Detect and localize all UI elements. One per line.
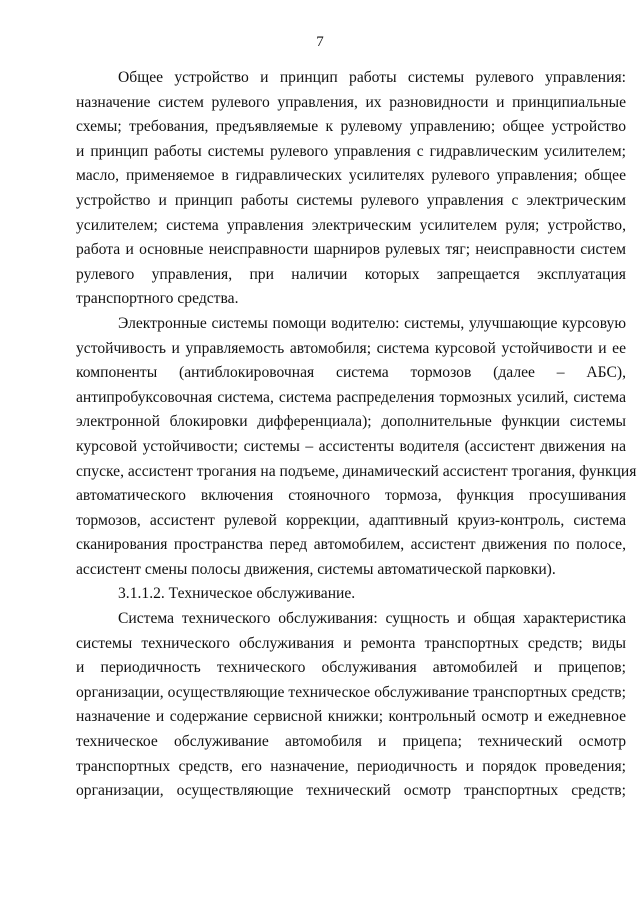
text-line: работа и основные неисправности шарниров рулевых тяг; неисправности систем [76,241,626,259]
text-line: назначение систем рулевого управления, их разновидности и принципиальные [76,93,626,111]
paragraph-steering [76,66,626,312]
text-line: спуске, ассистент трогания на подъеме, динамический ассистент трогания, функция [76,462,637,480]
text-line: электронной блокировки дифференциала); дополнительные функции системы [76,413,626,431]
text-line: усилителем; система управления электрическим усилителем руля; устройство, [76,216,626,234]
text-line: транспортных средств, его назначение, периодичность и порядок проведения; [76,757,626,775]
text-line: антипробуксовочная система, система распределения тормозных усилий, система [76,388,626,406]
paragraph-maintenance [76,607,626,804]
text-line: техническое обслуживание автомобиля и прицепа; технический осмотр [76,733,626,751]
page-number: 7 [316,34,324,50]
text-line: организации, осуществляющие техническое обслуживание транспортных средств; [76,683,626,701]
text-line: Общее устройство и принцип работы системы рулевого управления: [118,69,626,86]
document-body [76,66,637,804]
text-line: и периодичность технического обслуживания автомобилей и прицепов; [76,659,626,677]
text-line: сканирования пространства перед автомобилем, ассистент движения по полосе, [76,536,626,554]
text-line: и принцип работы системы рулевого управления с гидравлическим усилителем; [76,142,626,160]
text-line: рулевого управления, при наличии которых запрещается эксплуатация [76,265,626,283]
text-line: назначение и содержание сервисной книжки; контрольный осмотр и ежедневное [76,708,626,726]
text-line: курсовой устойчивости; системы – ассистенты водителя (ассистент движения на [76,437,626,455]
text-line: Электронные системы помощи водителю: системы, улучшающие курсовую [118,314,626,332]
text-line: Система технического обслуживания: сущность и общая характеристика [118,610,626,628]
text-line: тормозов, ассистент рулевой коррекции, адаптивный круиз-контроль, система [76,511,626,529]
text-line: масло, применяемое в гидравлических усилителях рулевого управления; общее [76,167,626,185]
section-heading-maintenance [76,582,626,607]
text-line: автоматического включения стояночного тормоза, функция просушивания [76,487,626,505]
paragraph-driver-assist [76,312,637,583]
section-heading: 3.1.1.2. Техническое обслуживание. [118,585,356,603]
text-line: транспортного средства. [76,290,239,308]
text-line: устройство и принцип работы системы рулевого управления с электрическим [76,191,626,209]
text-line: организации, осуществляющие технический осмотр транспортных средств; [76,782,626,800]
text-line: схемы; требования, предъявляемые к рулевому управлению; общее устройство [76,118,626,136]
text-line: ассистент смены полосы движения, системы автоматической парковки). [76,560,556,578]
text-line: устойчивость и управляемость автомобиля; система курсовой устойчивости и ее [76,339,626,357]
text-line: системы технического обслуживания и ремонта транспортных средств; виды [76,634,626,652]
text-line: компоненты (антиблокировочная система тормозов (далее – АБС), [76,364,626,382]
